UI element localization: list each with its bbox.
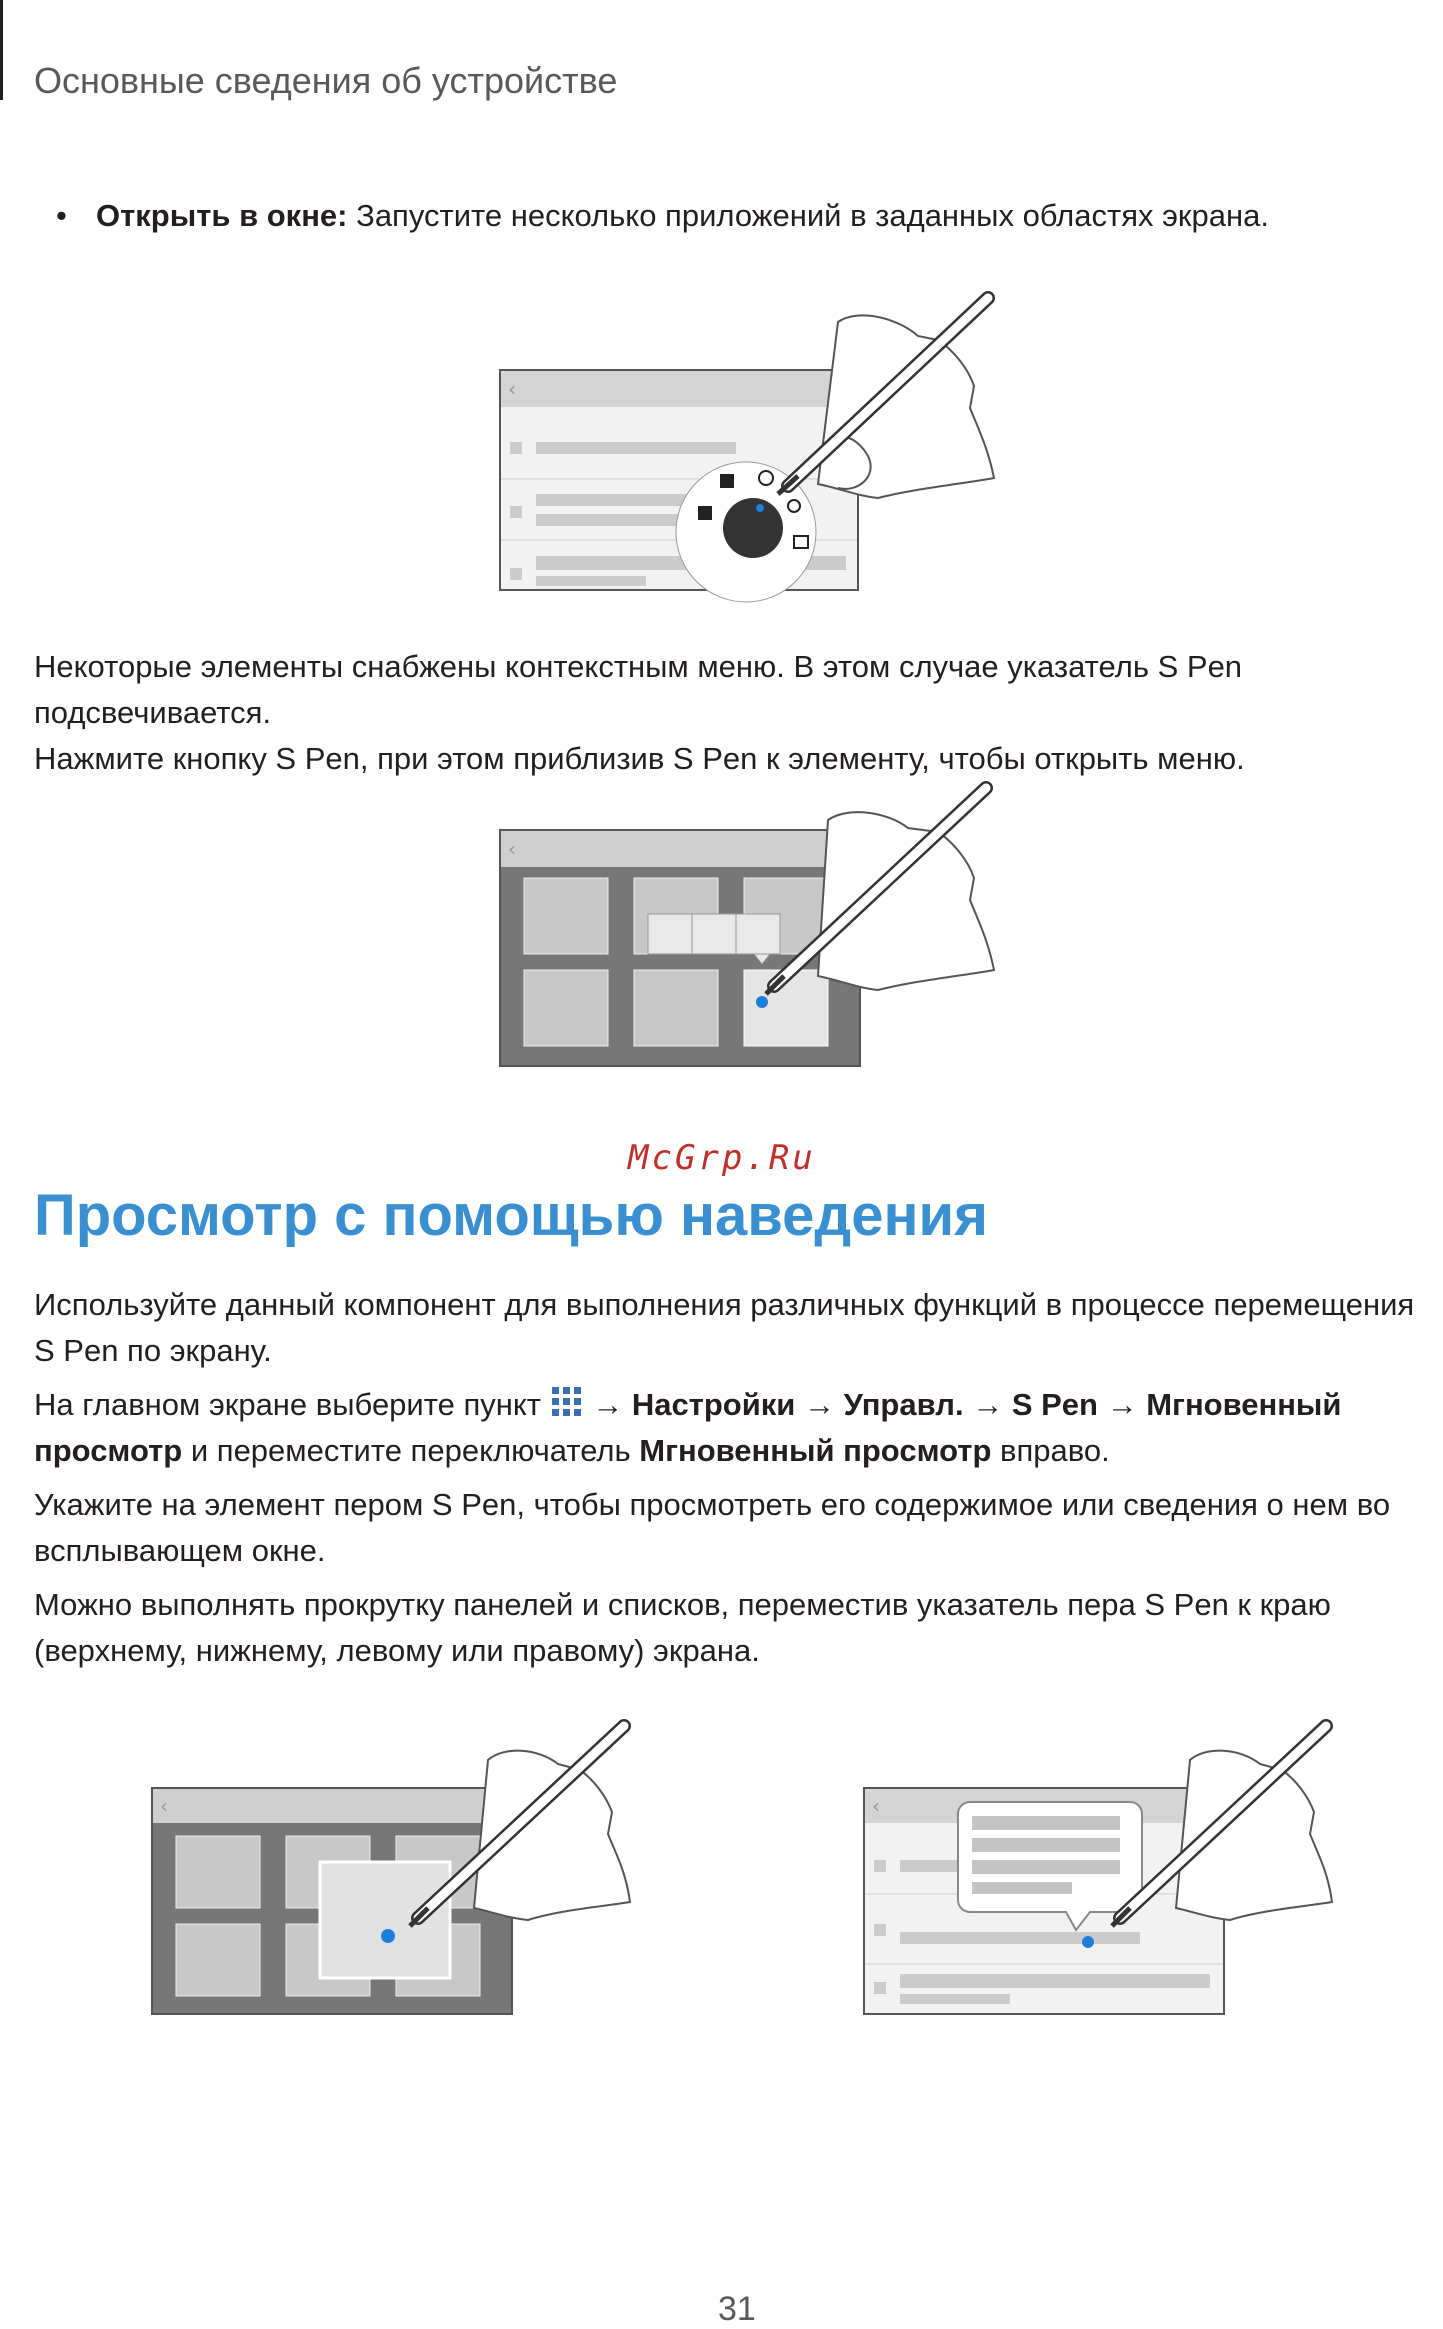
svg-text:‹: ‹: [160, 1794, 168, 1818]
nav-suffix: вправо.: [991, 1433, 1110, 1468]
point-paragraph: Укажите на элемент пером S Pen, чтобы просмотреть его содержимое или сведения о нем во всплывающем окне.: [34, 1487, 1391, 1568]
page-number: 31: [718, 2290, 756, 2328]
svg-text:‹: ‹: [872, 1794, 880, 1818]
nav-arrow: →: [583, 1387, 632, 1422]
figure-hover-preview-grid: [148, 1712, 638, 2018]
nav-toggle: Мгновенный просмотр: [639, 1433, 992, 1468]
nav-airview: Мгновенный просмотр: [34, 1387, 1342, 1468]
margin-rule: [0, 0, 3, 100]
svg-text:‹: ‹: [508, 377, 516, 401]
intro-paragraph: Используйте данный компонент для выполнения различных функций в процессе перемещения S Pen по экрану.: [34, 1287, 1415, 1368]
section-title: Просмотр с помощью наведения: [34, 1183, 989, 1248]
figure-pen-window-menu: [498, 288, 998, 606]
figure-context-menu: [498, 780, 998, 1070]
nav-arrow: →: [1097, 1387, 1147, 1422]
nav-control: Управл.: [843, 1387, 964, 1422]
context-menu-paragraph: [34, 644, 1424, 782]
nav-middle: и переместите переключатель: [182, 1433, 640, 1468]
context-menu-line-1: Некоторые элементы снабжены контекстным меню. В этом случае указатель S Pen подсвечивается.: [34, 649, 1243, 730]
nav-prefix: На главном экране выберите пункт: [34, 1387, 550, 1422]
apps-grid-icon: [550, 1385, 584, 1419]
nav-spen: S Pen: [1011, 1387, 1098, 1422]
scroll-paragraph: Можно выполнять прокрутку панелей и списков, переместив указатель пера S Pen к краю (верхнему, нижнему, левому или правому) экрана.: [34, 1587, 1331, 1668]
nav-arrow: →: [963, 1387, 1012, 1422]
bullet-item: [56, 198, 1269, 234]
context-menu-line-2: Нажмите кнопку S Pen, при этом приблизив S Pen к элементу, чтобы открыть меню.: [34, 741, 1245, 776]
nav-arrow: →: [795, 1387, 844, 1422]
bullet-label: Открыть в окне:: [96, 198, 348, 233]
figure-hover-preview-list: [860, 1712, 1340, 2018]
nav-settings: Настройки: [631, 1387, 796, 1422]
svg-text:‹: ‹: [508, 837, 516, 861]
bullet-text: Запустите несколько приложений в заданных областях экрана.: [347, 198, 1269, 233]
running-header: Основные сведения об устройстве: [34, 60, 618, 101]
navigation-instruction: [34, 1382, 1424, 1474]
bullet-icon: •: [56, 198, 67, 233]
watermark-text: McGrp.Ru: [628, 1138, 816, 1178]
